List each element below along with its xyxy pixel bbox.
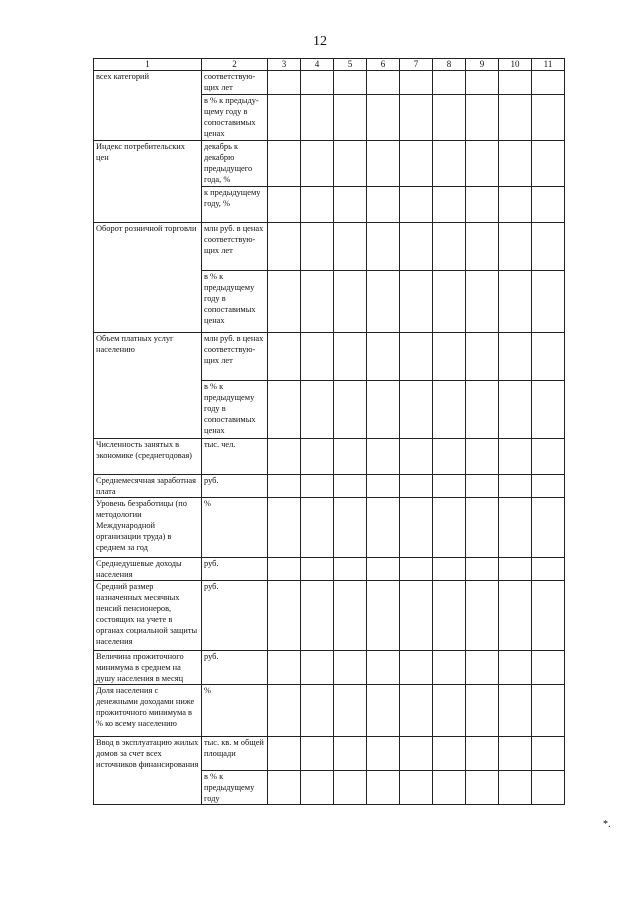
value-cell [532,271,565,333]
indicator-cell: Индекс потребительских цен [94,141,202,223]
value-cell [301,685,334,737]
value-cell [334,141,367,187]
value-cell [433,771,466,805]
indicator-cell: Среднедушевые доходы населения [94,558,202,581]
value-cell [367,439,400,475]
value-cell [400,223,433,271]
value-cell [301,498,334,558]
value-cell [466,187,499,223]
value-cell [499,333,532,381]
value-cell [532,558,565,581]
value-cell [334,333,367,381]
value-cell [367,223,400,271]
value-cell [433,95,466,141]
value-cell [400,651,433,685]
value-cell [301,95,334,141]
value-cell [301,771,334,805]
table-row [94,333,565,381]
unit-cell: руб. [202,581,268,651]
unit-cell: к предыдущему году, % [202,187,268,223]
unit-cell: тыс. кв. м общей площади [202,737,268,771]
value-cell [301,439,334,475]
value-cell [433,223,466,271]
value-cell [367,685,400,737]
column-header-2: 2 [202,59,268,71]
value-cell [400,187,433,223]
value-cell [433,187,466,223]
value-cell [532,95,565,141]
value-cell [334,581,367,651]
value-cell [433,381,466,439]
value-cell [400,475,433,498]
value-cell [466,651,499,685]
value-cell [301,271,334,333]
value-cell [301,141,334,187]
value-cell [433,685,466,737]
unit-cell: % [202,685,268,737]
value-cell [334,558,367,581]
value-cell [334,685,367,737]
value-cell [466,223,499,271]
value-cell [301,558,334,581]
value-cell [367,498,400,558]
value-cell [433,581,466,651]
value-cell [400,95,433,141]
value-cell [466,498,499,558]
column-header-3: 3 [268,59,301,71]
table-row [94,558,565,581]
indicator-cell: Среднемесячная заработная плата [94,475,202,498]
value-cell [532,737,565,771]
value-cell [433,439,466,475]
value-cell [499,223,532,271]
table-row [94,141,565,187]
value-cell [499,71,532,95]
value-cell [532,223,565,271]
value-cell [400,771,433,805]
value-cell [466,581,499,651]
value-cell [499,498,532,558]
value-cell [367,651,400,685]
value-cell [532,333,565,381]
value-cell [466,95,499,141]
table-row [94,439,565,475]
value-cell [499,187,532,223]
value-cell [268,475,301,498]
value-cell [466,271,499,333]
value-cell [499,685,532,737]
value-cell [268,141,301,187]
value-cell [433,475,466,498]
column-header-9: 9 [466,59,499,71]
value-cell [334,223,367,271]
value-cell [433,141,466,187]
value-cell [268,71,301,95]
value-cell [367,475,400,498]
value-cell [334,381,367,439]
value-cell [532,498,565,558]
value-cell [367,95,400,141]
column-header-8: 8 [433,59,466,71]
value-cell [400,737,433,771]
column-header-11: 11 [532,59,565,71]
indicator-cell: Оборот розничной торговли [94,223,202,333]
value-cell [466,737,499,771]
value-cell [268,685,301,737]
value-cell [499,558,532,581]
unit-cell: в % к предыдущему году в сопоставимых ценах [202,381,268,439]
value-cell [334,95,367,141]
value-cell [499,771,532,805]
value-cell [499,439,532,475]
value-cell [367,771,400,805]
value-cell [268,558,301,581]
table-row [94,651,565,685]
value-cell [400,141,433,187]
unit-cell: % [202,498,268,558]
value-cell [499,381,532,439]
indicator-cell: Объем платных услуг населению [94,333,202,439]
indicator-table [93,58,565,805]
value-cell [301,737,334,771]
value-cell [433,498,466,558]
table-row [94,737,565,771]
value-cell [466,439,499,475]
value-cell [301,381,334,439]
indicator-cell: Средний размер назначенных месячных пенсий пенсионеров, состоящих на учете в органах социальной защиты населения [94,581,202,651]
indicator-cell: Ввод в эксплуатацию жилых домов за счет всех источников финансирования [94,737,202,805]
table-row [94,223,565,271]
value-cell [367,141,400,187]
unit-cell: руб. [202,558,268,581]
value-cell [400,558,433,581]
value-cell [433,651,466,685]
unit-cell: руб. [202,475,268,498]
value-cell [466,333,499,381]
value-cell [499,475,532,498]
table-row [94,581,565,651]
value-cell [499,141,532,187]
unit-cell: соответствую-щих лет [202,71,268,95]
value-cell [532,651,565,685]
value-cell [268,223,301,271]
value-cell [499,95,532,141]
value-cell [400,333,433,381]
value-cell [334,475,367,498]
value-cell [532,187,565,223]
value-cell [499,581,532,651]
value-cell [499,737,532,771]
value-cell [367,558,400,581]
table-row [94,475,565,498]
table-row [94,685,565,737]
footer-mark: *. [603,819,611,830]
value-cell [334,271,367,333]
value-cell [367,737,400,771]
value-cell [532,475,565,498]
value-cell [400,271,433,333]
value-cell [466,558,499,581]
value-cell [532,685,565,737]
indicator-table-container [93,58,565,805]
indicator-cell: Численность занятых в экономике (среднегодовая) [94,439,202,475]
value-cell [466,771,499,805]
value-cell [367,381,400,439]
value-cell [334,771,367,805]
table-header [94,59,565,71]
unit-cell: тыс. чел. [202,439,268,475]
value-cell [466,475,499,498]
unit-cell: в % к предыду-щему году в сопоставимых ценах [202,95,268,141]
value-cell [466,141,499,187]
indicator-cell: Уровень безработицы (по методологии Международной организации труда) в среднем за год [94,498,202,558]
unit-cell: декабрь к декабрю предыдущего года, % [202,141,268,187]
value-cell [268,333,301,381]
column-header-10: 10 [499,59,532,71]
value-cell [532,581,565,651]
column-header-5: 5 [334,59,367,71]
value-cell [334,651,367,685]
value-cell [400,581,433,651]
value-cell [466,685,499,737]
value-cell [334,737,367,771]
value-cell [466,71,499,95]
unit-cell: млн руб. в ценах соответствую-щих лет [202,333,268,381]
value-cell [499,651,532,685]
value-cell [433,71,466,95]
value-cell [301,475,334,498]
value-cell [268,651,301,685]
column-header-4: 4 [301,59,334,71]
value-cell [268,95,301,141]
column-header-7: 7 [400,59,433,71]
value-cell [466,381,499,439]
indicator-cell: всех категорий [94,71,202,141]
value-cell [301,223,334,271]
value-cell [400,381,433,439]
value-cell [334,71,367,95]
table-body [94,71,565,805]
value-cell [301,651,334,685]
value-cell [334,498,367,558]
unit-cell: в % к предыдущему году в сопоставимых ценах [202,271,268,333]
value-cell [433,271,466,333]
value-cell [367,71,400,95]
value-cell [268,381,301,439]
unit-cell: в % к предыдущему году [202,771,268,805]
value-cell [334,187,367,223]
value-cell [433,333,466,381]
value-cell [301,581,334,651]
value-cell [400,498,433,558]
unit-cell: млн руб. в ценах соответствую-щих лет [202,223,268,271]
unit-cell: руб. [202,651,268,685]
page-number: 12 [313,34,327,49]
value-cell [367,187,400,223]
value-cell [433,737,466,771]
indicator-cell: Величина прожиточного минимума в среднем на душу населения в месяц [94,651,202,685]
value-cell [334,439,367,475]
value-cell [433,558,466,581]
value-cell [268,771,301,805]
value-cell [268,498,301,558]
value-cell [268,439,301,475]
column-header-1: 1 [94,59,202,71]
column-header-6: 6 [367,59,400,71]
value-cell [400,71,433,95]
value-cell [400,685,433,737]
value-cell [367,271,400,333]
value-cell [268,737,301,771]
value-cell [301,71,334,95]
value-cell [532,381,565,439]
value-cell [499,271,532,333]
value-cell [367,333,400,381]
value-cell [268,187,301,223]
value-cell [532,141,565,187]
value-cell [532,771,565,805]
value-cell [301,333,334,381]
column-number-row [94,59,565,71]
value-cell [268,271,301,333]
value-cell [532,439,565,475]
value-cell [532,71,565,95]
indicator-cell: Доля населения с денежными доходами ниже прожиточного минимума в % ко всему населению [94,685,202,737]
value-cell [301,187,334,223]
table-row [94,498,565,558]
value-cell [268,581,301,651]
value-cell [400,439,433,475]
table-row [94,71,565,95]
value-cell [367,581,400,651]
